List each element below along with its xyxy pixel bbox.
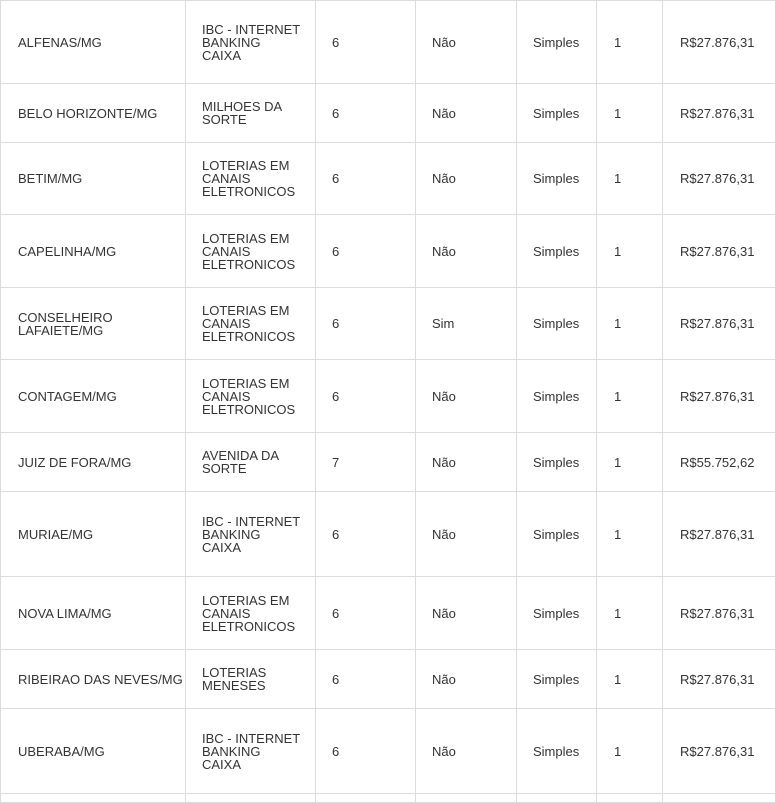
- prize-value-cell: R$27.876,31: [663, 709, 775, 794]
- city-cell: CONTAGEM/MG: [1, 360, 186, 433]
- quantity-cell: 1: [597, 143, 663, 215]
- pool-cell: Não: [416, 1, 517, 84]
- city-cell: JUIZ DE FORA/MG: [1, 433, 186, 492]
- bet-type-cell: Simples: [517, 288, 597, 360]
- numbers-count-cell: 6: [316, 1, 416, 84]
- table-row: [1, 433, 775, 492]
- quantity-cell: 1: [597, 215, 663, 288]
- empty-cell: [597, 794, 663, 803]
- numbers-count-cell: 6: [316, 84, 416, 143]
- prize-value-cell: R$27.876,31: [663, 360, 775, 433]
- quantity-cell: 1: [597, 84, 663, 143]
- numbers-count-cell: 6: [316, 577, 416, 650]
- table-row: [1, 288, 775, 360]
- prize-value-cell: R$27.876,31: [663, 84, 775, 143]
- pool-cell: Não: [416, 577, 517, 650]
- channel-cell: AVENIDA DA SORTE: [186, 433, 316, 492]
- quantity-cell: 1: [597, 360, 663, 433]
- quantity-cell: 1: [597, 288, 663, 360]
- pool-cell: Não: [416, 650, 517, 709]
- bet-type-cell: Simples: [517, 577, 597, 650]
- numbers-count-cell: 6: [316, 215, 416, 288]
- channel-cell: IBC - INTERNET BANKING CAIXA: [186, 492, 316, 577]
- numbers-count-cell: 6: [316, 143, 416, 215]
- empty-cell: [1, 794, 186, 803]
- prize-value-cell: R$27.876,31: [663, 215, 775, 288]
- city-cell: BETIM/MG: [1, 143, 186, 215]
- table-row: [1, 84, 775, 143]
- table-row: [1, 143, 775, 215]
- bet-type-cell: Simples: [517, 492, 597, 577]
- pool-cell: Não: [416, 433, 517, 492]
- bet-type-cell: Simples: [517, 433, 597, 492]
- prize-value-cell: R$27.876,31: [663, 577, 775, 650]
- bet-type-cell: Simples: [517, 215, 597, 288]
- quantity-cell: 1: [597, 492, 663, 577]
- numbers-count-cell: 6: [316, 709, 416, 794]
- city-cell: ALFENAS/MG: [1, 1, 186, 84]
- quantity-cell: 1: [597, 1, 663, 84]
- table-row: [1, 215, 775, 288]
- numbers-count-cell: 6: [316, 360, 416, 433]
- empty-cell: [517, 794, 597, 803]
- empty-cell: [316, 794, 416, 803]
- channel-cell: LOTERIAS MENESES: [186, 650, 316, 709]
- city-cell: NOVA LIMA/MG: [1, 577, 186, 650]
- prize-value-cell: R$27.876,31: [663, 1, 775, 84]
- bet-type-cell: Simples: [517, 1, 597, 84]
- bet-type-cell: Simples: [517, 84, 597, 143]
- quantity-cell: 1: [597, 433, 663, 492]
- prize-value-cell: R$27.876,31: [663, 650, 775, 709]
- bet-type-cell: Simples: [517, 709, 597, 794]
- pool-cell: Não: [416, 215, 517, 288]
- bet-type-cell: Simples: [517, 143, 597, 215]
- city-cell: BELO HORIZONTE/MG: [1, 84, 186, 143]
- pool-cell: Não: [416, 143, 517, 215]
- city-cell: RIBEIRAO DAS NEVES/MG: [1, 650, 186, 709]
- channel-cell: IBC - INTERNET BANKING CAIXA: [186, 1, 316, 84]
- channel-cell: MILHOES DA SORTE: [186, 84, 316, 143]
- city-cell: UBERABA/MG: [1, 709, 186, 794]
- pool-cell: Não: [416, 360, 517, 433]
- numbers-count-cell: 6: [316, 492, 416, 577]
- pool-cell: Não: [416, 709, 517, 794]
- empty-cell: [186, 794, 316, 803]
- table-body: [1, 1, 775, 803]
- city-cell: MURIAE/MG: [1, 492, 186, 577]
- channel-cell: LOTERIAS EM CANAIS ELETRONICOS: [186, 360, 316, 433]
- prize-value-cell: R$55.752,62: [663, 433, 775, 492]
- numbers-count-cell: 6: [316, 650, 416, 709]
- channel-cell: IBC - INTERNET BANKING CAIXA: [186, 709, 316, 794]
- quantity-cell: 1: [597, 577, 663, 650]
- table-row: [1, 709, 775, 794]
- empty-cell: [663, 794, 775, 803]
- quantity-cell: 1: [597, 709, 663, 794]
- bet-type-cell: Simples: [517, 360, 597, 433]
- city-cell: CAPELINHA/MG: [1, 215, 186, 288]
- prize-value-cell: R$27.876,31: [663, 492, 775, 577]
- bet-type-cell: Simples: [517, 650, 597, 709]
- pool-cell: Sim: [416, 288, 517, 360]
- empty-cell: [416, 794, 517, 803]
- table-row-partial: [1, 794, 775, 803]
- numbers-count-cell: 7: [316, 433, 416, 492]
- channel-cell: LOTERIAS EM CANAIS ELETRONICOS: [186, 288, 316, 360]
- table-row: [1, 650, 775, 709]
- table-row: [1, 492, 775, 577]
- table-row: [1, 577, 775, 650]
- prize-value-cell: R$27.876,31: [663, 143, 775, 215]
- prize-value-cell: R$27.876,31: [663, 288, 775, 360]
- pool-cell: Não: [416, 84, 517, 143]
- table-row: [1, 1, 775, 84]
- numbers-count-cell: 6: [316, 288, 416, 360]
- channel-cell: LOTERIAS EM CANAIS ELETRONICOS: [186, 577, 316, 650]
- channel-cell: LOTERIAS EM CANAIS ELETRONICOS: [186, 215, 316, 288]
- channel-cell: LOTERIAS EM CANAIS ELETRONICOS: [186, 143, 316, 215]
- table-row: [1, 360, 775, 433]
- quantity-cell: 1: [597, 650, 663, 709]
- city-cell: CONSELHEIRO LAFAIETE/MG: [1, 288, 186, 360]
- pool-cell: Não: [416, 492, 517, 577]
